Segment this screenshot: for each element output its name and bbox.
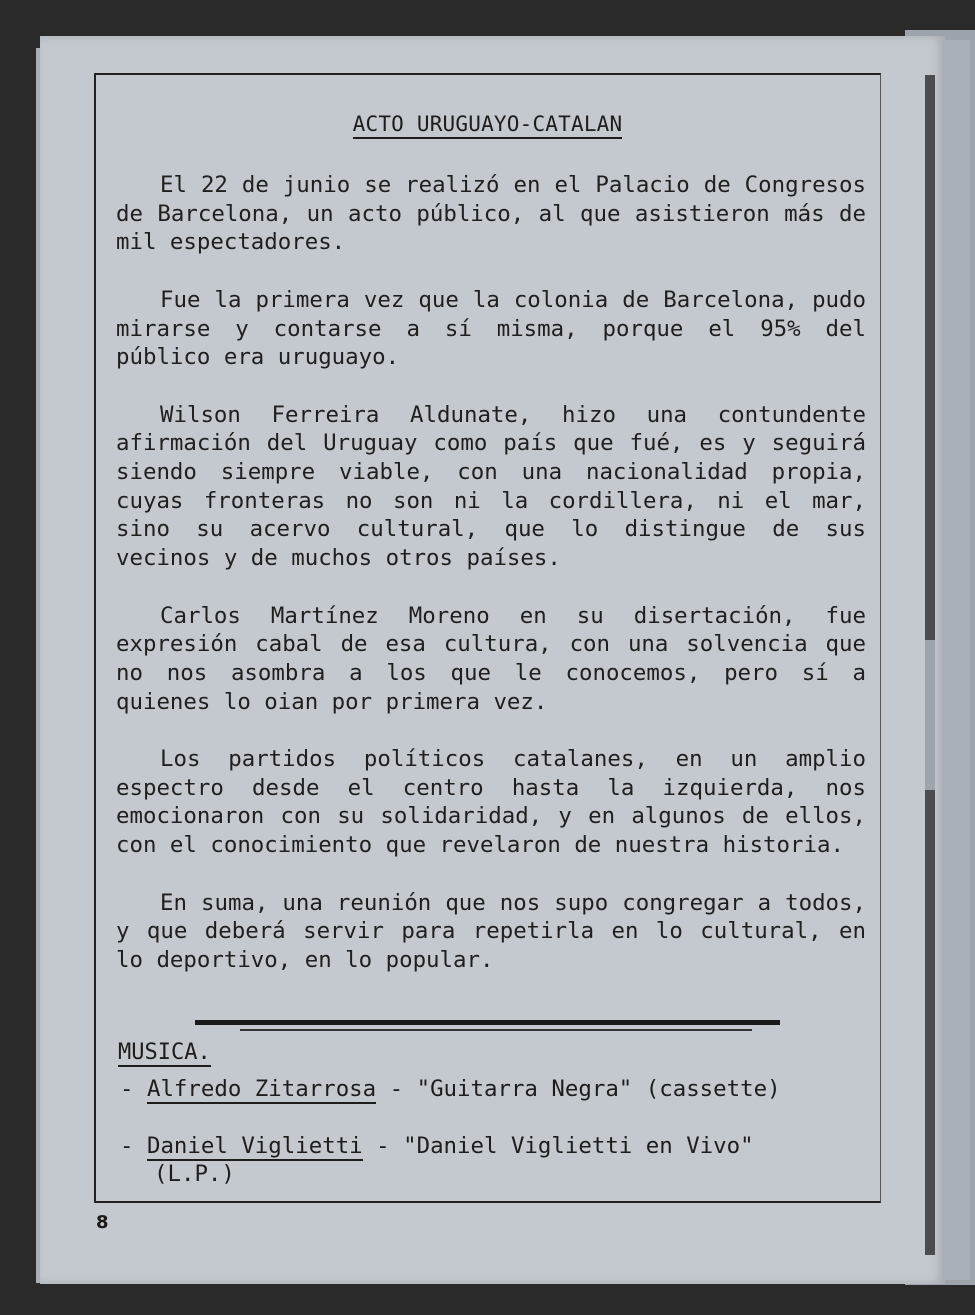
article-paragraph-6: En suma, una reunión que nos supo congregar a todos, y que deberá servir para repetirla en lo cultural, en lo deportivo, en lo popular. [116,889,866,973]
binding-strip-gap [925,640,935,790]
music-item-separator: - [376,1133,390,1159]
music-item-dash: - [120,1076,134,1102]
music-item-2 [120,1132,754,1161]
music-item-work: "Guitarra Negra" (cassette) [416,1076,781,1102]
article-title-wrapper [0,112,975,136]
article-paragraph-3: Wilson Ferreira Aldunate, hizo una contundente afirmación del Uruguay como país que fué, es y seguirá siendo siempre viable, con una nacionalidad propia, cuyas fronteras no son ni la cordillera, ni el mar, sino su acervo cultural, que lo distingue de sus vecinos y de muchos otros países. [116,401,866,572]
music-item-dash: - [120,1133,134,1159]
section-divider-thick [195,1020,780,1025]
music-item-work: "Daniel Viglietti en Vivo" [403,1133,754,1159]
music-item-artist: Daniel Viglietti [146,1133,363,1159]
music-heading-wrapper [118,1040,211,1065]
article-body [116,171,866,1003]
page-number: 8 [96,1212,109,1233]
article-paragraph-2: Fue la primera vez que la colonia de Barcelona, pudo mirarse y contarse a sí misma, porque el 95% del público era uruguayo. [116,286,866,371]
article-paragraph-4: Carlos Martínez Moreno en su disertación, fue expresión cabal de esa cultura, con una solvencia que no nos asombra a los que le conocemos, pero sí a quienes lo oian por primera vez. [116,602,866,715]
music-item-separator: - [389,1076,404,1102]
article-paragraph-1: El 22 de junio se realizó en el Palacio de Congresos de Barcelona, un acto público, al que asistieron más de mil espectadores. [116,172,866,256]
music-heading: MUSICA. [118,1040,211,1065]
music-item-artist: Alfredo Zitarrosa [146,1076,377,1102]
article-paragraph-5: Los partidos políticos catalanes, en un amplio espectro desde el centro hasta la izquierda, nos emocionaron con su solidaridad, y en algunos de ellos, con el conocimiento que revelaron de nuestra historia. [116,746,866,859]
music-item-2-format-line [154,1160,235,1189]
music-item-format: (L.P.) [154,1161,235,1187]
section-divider-thin [240,1029,752,1031]
article-title: ACTO URUGUAYO-CATALAN [353,112,623,139]
music-item-1 [120,1075,781,1104]
